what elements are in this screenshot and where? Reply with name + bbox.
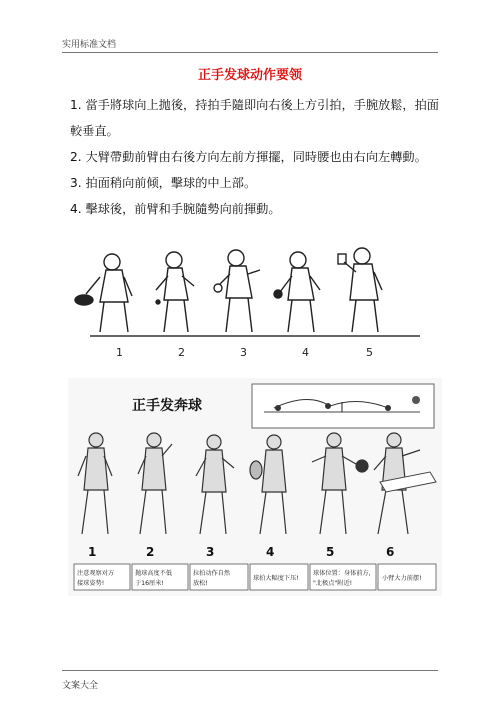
player-sketch-3 xyxy=(214,250,260,332)
caption-2-line-2: 于16厘米! xyxy=(135,580,164,587)
caption-2-line-1: 抛球高度不低 xyxy=(135,570,173,577)
sketch-number-4: 4 xyxy=(302,346,309,359)
serve-sketch-illustration xyxy=(70,232,440,364)
footer-label: 文案大全 xyxy=(62,681,99,691)
player-sketch-4 xyxy=(274,252,320,332)
step-1-text: 1. 當手將球向上拋後，持拍手隨即向右後上方引拍，手腕放鬆，拍面較垂直。 xyxy=(70,98,439,138)
sketch-number-2: 2 xyxy=(178,346,185,359)
forehand-serve-illustration xyxy=(68,378,442,596)
sketch-number-1: 1 xyxy=(116,346,123,359)
panel-number-1: 1 xyxy=(88,545,97,559)
header-divider xyxy=(62,52,438,53)
footer-divider xyxy=(62,670,438,671)
sketch-number-3: 3 xyxy=(240,346,247,359)
serve-sketch-numbers xyxy=(116,346,373,359)
panel-title: 正手发奔球 xyxy=(132,398,202,414)
caption-3-line-1: 拉拍动作自然 xyxy=(193,570,231,577)
step-3-text: 3. 拍面稍向前倾，擊球的中上部。 xyxy=(70,176,257,190)
panel-number-3: 3 xyxy=(206,545,215,559)
forehand-serve-panel xyxy=(68,378,442,596)
sketch-number-5: 5 xyxy=(366,346,373,359)
player-sketch-2 xyxy=(156,252,194,332)
player-sketch-5 xyxy=(338,248,382,332)
page-title: 正手发球动作要领 xyxy=(197,68,302,83)
caption-6-line-1: 小臂大力前摆! xyxy=(382,575,422,582)
player-sketch-1 xyxy=(75,254,132,332)
panel-number-4: 4 xyxy=(266,545,275,559)
step-4-text: 4. 擊球後，前臂和手腕隨勢向前揮動。 xyxy=(70,202,281,216)
caption-1-line-2: 接球姿势! xyxy=(77,580,105,587)
caption-3-line-2: 放松! xyxy=(193,580,208,587)
serve-sketch-figure xyxy=(70,232,440,364)
caption-5-line-2: "北极点"附近! xyxy=(313,580,353,587)
header-label: 实用标准文档 xyxy=(62,40,117,50)
trajectory-diagram xyxy=(252,384,434,428)
caption-1-line-1: 注意观察对方 xyxy=(77,570,115,577)
caption-4-line-1: 球拍大幅度下压! xyxy=(253,575,299,582)
panel-number-5: 5 xyxy=(326,545,335,559)
panel-number-6: 6 xyxy=(386,545,395,559)
panel-number-2: 2 xyxy=(146,545,155,559)
step-2-text: 2. 大臂帶動前臂由右後方向左前方揮擺，同時腰也由右向左轉動。 xyxy=(70,150,427,164)
caption-5-line-1: 球体位置：身体前方， xyxy=(313,570,375,577)
